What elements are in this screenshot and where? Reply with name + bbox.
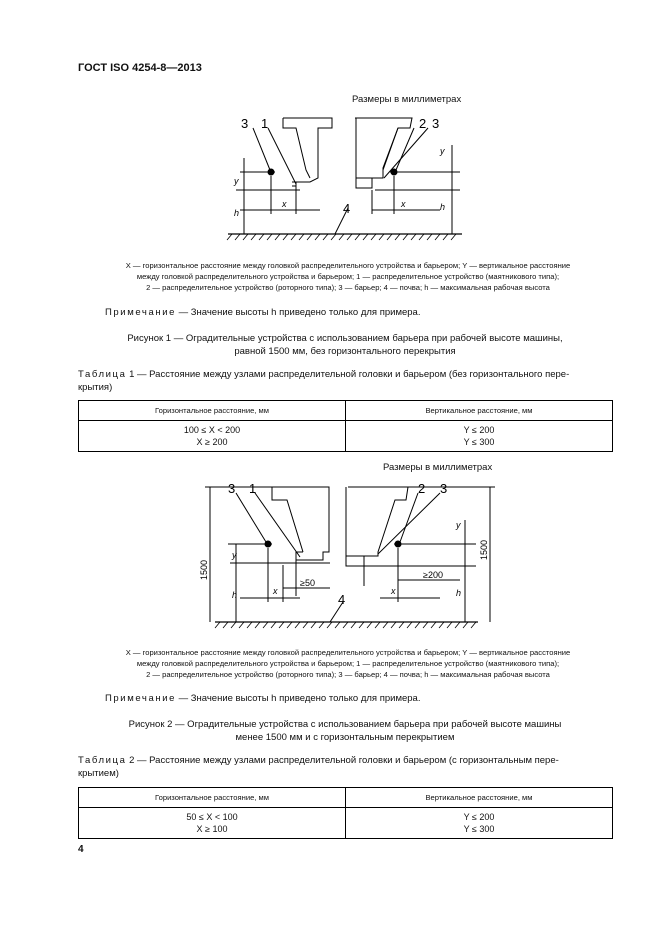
fig2-label-2: 2 [418,481,426,496]
fig1-label-2: 2 [419,116,427,131]
table1-header-horizontal: Горизонтальное расстояние, мм [79,401,346,421]
fig1-label-y-left: y [234,176,239,186]
fig2-label-y-right: y [456,520,461,530]
fig1-note: Примечание — Значение высоты h приведено только для примера. [105,307,421,318]
fig1-legend: X — горизонтальное расстояние между головкой распределительного устройства и барьером; Y — вертикальное расстояние между головкой распределительного устройства и барьером; 1 — распределительное устройство (маятникового типа); 2 — распределительное устройство (роторного типа); 3 — барьер; 4 — почва; h — максимальная рабочая высота [125,261,571,292]
fig1-label-h-left: h [234,208,240,218]
figure1-drawing [0,0,661,260]
fig2-spreader-1 [272,487,329,560]
fig2-label-3-left: 3 [228,481,236,496]
fig1-dimensions-note: Размеры в миллиметрах [352,94,462,105]
fig1-caption: Рисунок 1 — Оградительные устройства с использованием барьера при рабочей высоте машины, равной 1500 мм, без горизонтального перекрытия [127,333,563,357]
fig1-label-x-left: x [282,199,287,209]
table1-header-vertical: Вертикальное расстояние, мм [346,401,613,421]
table2-caption: Таблица 2 — Расстояние между узлами распределительной головки и барьером (с горизонтальным пере- крытием) [78,755,559,779]
fig2-label-ge50: ≥50 [300,578,315,588]
page-number: 4 [78,844,84,855]
fig2-label-1500-left: 1500 [199,559,209,581]
fig1-label-3-left: 3 [241,116,249,131]
fig2-label-h-left: h [232,590,238,600]
table1 [78,400,613,452]
table2 [78,787,613,839]
figure2-drawing [0,470,661,640]
fig1-label-y-right: y [440,146,445,156]
fig2-label-x-right: x [391,586,396,596]
fig2-label-4: 4 [338,592,346,607]
fig1-label-4: 4 [343,201,351,216]
table1-caption: Таблица 1 — Расстояние между узлами распределительной головки и барьером (без горизонтального пере- крытия) [78,369,570,393]
table2-header-vertical: Вертикальное расстояние, мм [346,788,613,808]
fig2-label-3-right: 3 [440,481,448,496]
fig2-label-1: 1 [249,481,257,496]
fig2-label-x-left: x [273,586,278,596]
fig2-legend: X — горизонтальное расстояние между головкой распределительного устройства и барьером; Y — вертикальное расстояние между головкой распределительного устройства и барьером; 1 — распределительное устройство (маятникового типа); 2 — распределительное устройство (роторного типа); 3 — барьер; 4 — почва; h — максимальная рабочая высота [125,648,571,679]
fig2-caption: Рисунок 2 — Оградительные устройства с использованием барьера при рабочей высоте машины менее 1500 мм и с горизонтальным перекрытием [128,719,562,743]
fig1-label-h-right: h [440,202,446,212]
fig2-label-y-left: y [232,550,237,560]
document-header: ГОСТ ISO 4254-8—2013 [78,62,202,74]
table-row: 100 ≤ X < 200 X ≥ 200 Y ≤ 200 Y ≤ 300 [79,421,613,452]
fig2-note: Примечание — Значение высоты h приведено только для примера. [105,693,421,704]
fig1-label-1: 1 [261,116,269,131]
table-row: 50 ≤ X < 100 X ≥ 100 Y ≤ 200 Y ≤ 300 [79,808,613,839]
fig1-label-x-right: x [401,199,406,209]
table2-header-horizontal: Горизонтальное расстояние, мм [79,788,346,808]
fig2-label-1500-right: 1500 [479,539,489,561]
fig2-label-ge200: ≥200 [423,570,443,580]
fig1-label-3-right: 3 [432,116,440,131]
fig2-label-h-right: h [456,588,462,598]
fig2-dimensions-note: Размеры в миллиметрах [383,462,493,473]
